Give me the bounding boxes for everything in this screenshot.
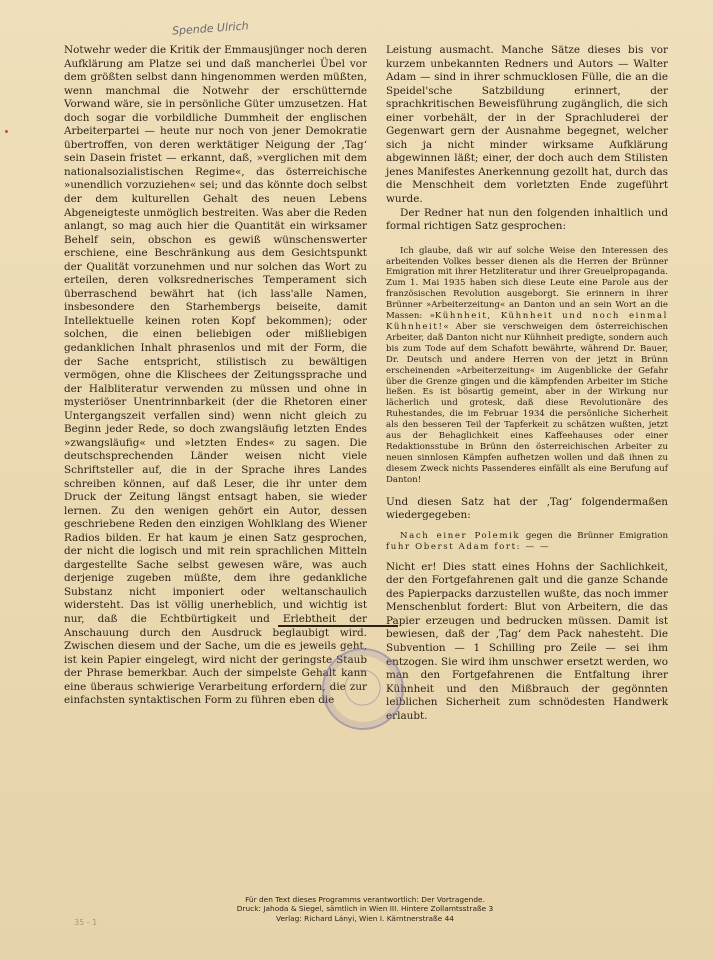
pencil-mark: 35 - 1: [74, 918, 98, 927]
section-divider: [278, 625, 398, 627]
right-paragraph-4: Nicht er! Dies statt eines Hohns der Sachlichkeit, der den Fortgefahrenen galt und die ganze Schande des Papierpacks darzustellen wußte, das noch immer Menschenblut fordert: Blut von Arbeitern, die das Papier erzeugen und bedrucken müssen. Damit ist bewiesen, daß der ‚Tag‘ dem Pack nahesteht. Die Subvention — 1 Schilling pro Zeile — sei ihm entzogen. Sie wird ihm unschwer ersetzt werden, wo man den Fortgefahrenen die Entfaltung ihrer Kühnheit und den Mißbrauch der gegönnten leiblichen Sicherheit zum schnödesten Handwerk erlaubt.: [386, 560, 668, 722]
newspaper-quote-part-1: Nach einer Polemik: [400, 530, 521, 541]
quote-part-a: Ich glaube, daß wir auf solche Weise den Interessen des arbeitenden Volkes besser dienen als die Herren der Brünner Emigration mit ihrer Hetzliteratur und ihrer Greuelpropaganda. Zum 1. Mai 1935 haben sich diese Leute eine Parole aus der französischen Revolution ausgeborgt. Sie erinnern in ihrer Brünner »Arbeiterzeitung« an Danton und an sein Wort an die Massen: »: [386, 245, 668, 322]
speech-quote: [386, 246, 668, 486]
newspaper-quote-part-2: gegen die Brünner Emigration: [520, 530, 668, 541]
newspaper-quote: [386, 531, 668, 553]
footer-line-2: Druck: Jahoda & Siegel, sämtlich in Wien III. Hintere Zollamtsstraße 3: [236, 904, 494, 914]
right-paragraph-1: Leistung ausmacht. Manche Sätze dieses bis vor kurzem unbekannten Redners und Autors — Walter Adam — sind in ihrer schmucklosen Fülle, die an die Speidel'sche Satzbildung erinnert, der sprachkritischen Beweisführung zugänglich, die sich einer vorbehält, der in der Sprachluderei der Gegenwart gern der Ausnahme begegnet, welcher sich ja nicht minder wirksame Aufklärung abgewinnen läßt; einer, der doch auch dem Stilisten jenes Manifestes Anerkennung gezollt hat, durch das die Menschheit dem vorletzten Ende zugeführt wurde.: [386, 44, 668, 206]
right-column: [386, 44, 668, 723]
newspaper-quote-part-3: fuhr Oberst Adam fort: — —: [386, 541, 551, 552]
imprint-footer: [200, 895, 530, 923]
margin-mark: [5, 130, 8, 133]
left-column: [64, 44, 367, 708]
handwritten-note: Spende Ulrich: [171, 19, 250, 38]
right-paragraph-2: Der Redner hat nun den folgenden inhaltlich und formal richtigen Satz gesprochen:: [386, 206, 668, 233]
quote-part-b: « Aber sie verschweigen dem österreichischen Arbeiter, daß Danton nicht nur Kühnheit predigte, sondern auch bis zum Tode auf dem Schafott bewährte, während Dr. Bauer, Dr. Deutsch und andere Herren von der jetzt in Brünn erscheinenden »Arbeiterzeitung« im Augenblicke der Gefahr über die Grenze gingen und die kämpfenden Arbeiter im Stiche ließen. Es ist bösartig gemeint, aber in der Wirkung nur lächerlich und grotesk, daß diese Revolutionäre des Ruhestandes, die im Februar 1934 die persönliche Sicherheit als den besseren Teil der Tapferkeit zu schätzen wußten, jetzt aus der Behaglichkeit eines Kaffeehauses oder einer Redaktionsstube in Brünn den österreichischen Arbeiter zu neuen sinnlosen Kämpfen aufhetzen wollen und daß ihnen zu diesem Zweck nichts Passenderes einfällt als eine Berufung auf Danton!: [386, 322, 668, 485]
quote-emphasis: Kühnheit, Kühnheit und noch einmal Kühnheit!: [386, 311, 668, 332]
left-paragraph: Notwehr weder die Kritik der Emmausjünger noch deren Aufklärung am Platze sei und daß mancherlei Übel vor dem größten selbst dann hingenommen werden müßten, wenn manchmal die Notwehr der erschütternde Vorwand wäre, sie in persönliche Güter umzusetzen. Hat doch sogar die vorbildliche Dummheit der englischen Arbeiterpartei — heute nur noch von jener Demokratie übertroffen, von deren werktätiger Neigung der ‚Tag‘ sein Dasein fristet — erkannt, daß, »verglichen mit dem nationalsozialistischen Regime«, das österreichische »unendlich vorzuziehen« sei; und das könnte doch selbst der dem kulturellen Gehalt des neuen Lebens Abgeneigteste unmöglich bestreiten. Was aber die Reden anlangt, so mag auch hier die Quantität ein wirksamer Behelf sein, obschon es gewiß wünschenswerter erschiene, eine Beschränkung aus dem Gesichtspunkt der Qualität vorzunehmen und nur solchen das Wort zu erteilen, deren volksrednerisches Temperament sich überraschend bewährt hat (ich lass'alle Namen, insbesondere den Starhembergs beiseite, damit Intellektuelle keinen roten Kopf bekommen); oder solchen, die einen beliebigen oder mißliebigen gedanklichen Inhalt phrasenlos und mit der Form, die der Sache entspricht, stilistisch zu bewältigen vermögen, ohne die Klischees der Zeitungssprache und der Halbliteratur verwenden zu müssen und ohne in mysteriöser Unentrinnbarkeit (der die Rhetoren einer Untergangszeit verfallen sind) wenn nicht gleich zu Beginn jeder Rede, so doch zwangsläufig letzten Endes »zwangsläufig« und »letzten Endes« zu sagen. Die deutschsprechenden Länder weisen nicht viele Schriftsteller auf, die in der Sprache ihres Landes schreiben können, auf daß Leser, die ihr unter dem Druck der Zeitung längst entsagt haben, sie wieder lernen. Zu den wenigen gehört ein Autor, dessen geschriebene Reden den einzigen Wohlklang des Wiener Radios bilden. Er hat kaum je einen Satz gesprochen, der nicht die logisch und mit rein sprachlichen Mitteln dargestellte Sache selbst gewesen wäre, was auch derjenige zugeben müßte, dem ihre gedankliche Substanz nicht imponiert oder weltanschaulich widersteht. Das ist völlig unerheblich, und wichtig ist nur, daß die Echtbürtigkeit und Erlebtheit der Anschauung durch den Ausdruck beglaubigt wird. Zwischen diesem und der Sache, um die es jeweils geht, ist kein Papier eingelegt, wird nicht der geringste Staub der Phrase bemerkbar. Auch der simpelste Gehalt kann eine überaus schwierige Verarbeitung erfordern, die zur einfachsten syntaktischen Form zu führen eben die: [64, 44, 367, 707]
right-paragraph-3: Und diesen Satz hat der ‚Tag‘ folgendermaßen wiedergegeben:: [386, 495, 668, 522]
footer-line-3: Verlag: Richard Lányi, Wien I. Kärntnerstraße 44: [276, 913, 454, 923]
stamp-inner-ring: [338, 663, 387, 712]
footer-line-1: Für den Text dieses Programms verantwortlich: Der Vortragende.: [245, 895, 485, 904]
